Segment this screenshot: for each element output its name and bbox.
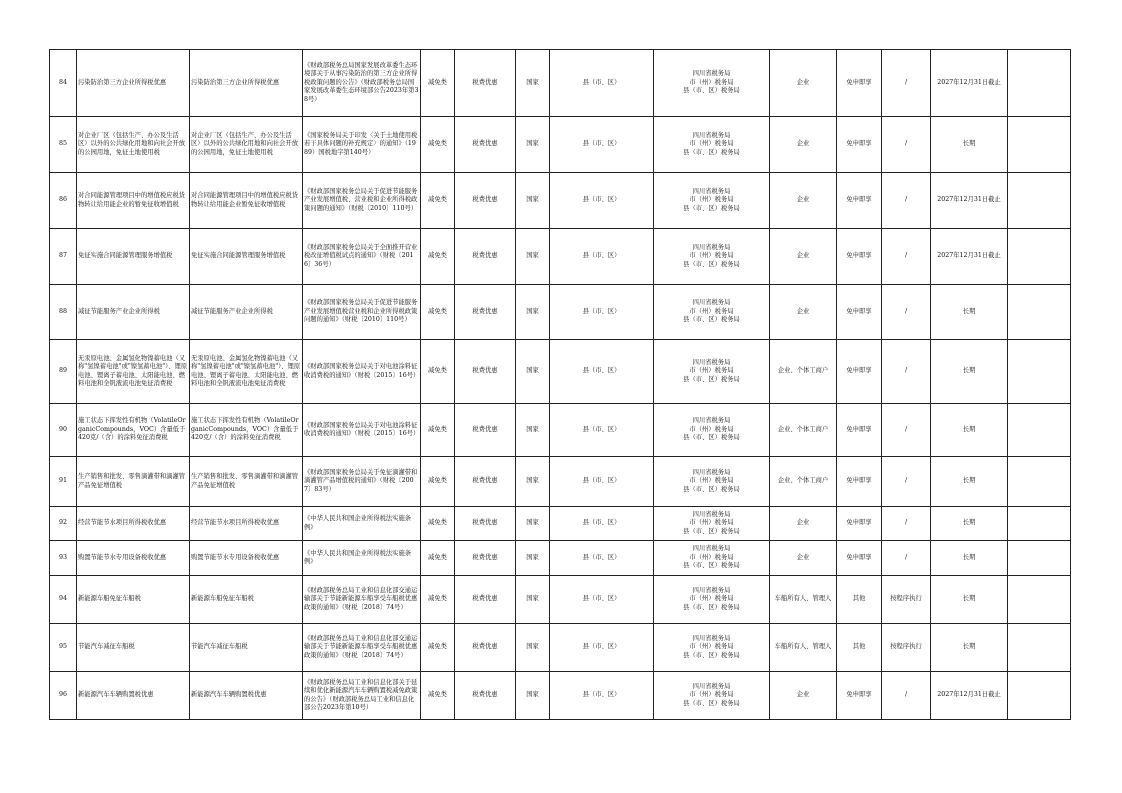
- policy-scope: 县（市、区）: [550, 173, 654, 229]
- policy-kind: 减免类: [421, 117, 455, 173]
- blank-cell: [1008, 624, 1071, 672]
- handling-department: 四川省税务局 市（州）税务局 县（市、区）税务局: [654, 672, 770, 720]
- procedure: /: [882, 173, 931, 229]
- table-row: [50, 541, 1071, 576]
- policy-item: 减征节能服务产业企业所得税: [77, 285, 190, 340]
- row-number: 90: [50, 404, 77, 457]
- application-method: 免申即享: [837, 541, 882, 576]
- validity-period: 2027年12月31日截止: [931, 229, 1008, 285]
- table-row: [50, 117, 1071, 173]
- procedure: /: [882, 340, 931, 404]
- table-row: [50, 507, 1071, 541]
- target-group: 企业、个体工商户: [770, 340, 837, 404]
- table-row: [50, 672, 1071, 720]
- validity-period: 长期: [931, 576, 1008, 624]
- policy-scope: 县（市、区）: [550, 457, 654, 507]
- procedure: 按程序执行: [882, 624, 931, 672]
- blank-cell: [1008, 576, 1071, 624]
- policy-level: 国家: [516, 672, 550, 720]
- procedure: /: [882, 457, 931, 507]
- validity-period: 长期: [931, 340, 1008, 404]
- policy-basis: 《财政部国家税务总局关于全面推开营业税改征增值税试点的通知》（财税〔2016〕36号）: [303, 229, 421, 285]
- policy-subitem: 经营节能节水项目所得税收优惠: [190, 507, 303, 541]
- row-number: 92: [50, 507, 77, 541]
- row-number: 86: [50, 173, 77, 229]
- procedure: /: [882, 404, 931, 457]
- policy-basis: 《财政部税务总局工业和信息化部交通运输部关于节能新能源车船享受车船税优惠政策的通知》（财税〔2018〕74号）: [303, 576, 421, 624]
- policy-level: 国家: [516, 340, 550, 404]
- application-method: 免申即享: [837, 285, 882, 340]
- table-body: [50, 50, 1071, 720]
- policy-kind: 减免类: [421, 507, 455, 541]
- policy-item: 免征实施合同能源管理服务增值税: [77, 229, 190, 285]
- policy-subitem: 对企业厂区（包括生产、办公及生活区）以外的公共绿化用地和向社会开放的公园用地，免征土地使用税: [190, 117, 303, 173]
- validity-period: 2027年12月31日截止: [931, 672, 1008, 720]
- policy-kind: 减免类: [421, 672, 455, 720]
- target-group: 企业: [770, 541, 837, 576]
- procedure: /: [882, 541, 931, 576]
- policy-scope: 县（市、区）: [550, 340, 654, 404]
- application-method: 免申即享: [837, 404, 882, 457]
- policy-scope: 县（市、区）: [550, 624, 654, 672]
- handling-department: 四川省税务局 市（州）税务局 县（市、区）税务局: [654, 457, 770, 507]
- row-number: 96: [50, 672, 77, 720]
- application-method: 免申即享: [837, 340, 882, 404]
- table-row: [50, 576, 1071, 624]
- policy-subitem: 新能源汽车车辆购置税优惠: [190, 672, 303, 720]
- policy-subitem: 对合同能源管理项目中的增值税应税货物转让给用能企业暂免征收增值税: [190, 173, 303, 229]
- target-group: 企业、个体工商户: [770, 457, 837, 507]
- policy-basis: 《国家税务局关于印发〈关于土地使用税若干具体问题的补充规定〉的通知》（1989）国税地字第140号）: [303, 117, 421, 173]
- policy-type: 税费优惠: [455, 457, 516, 507]
- policy-type: 税费优惠: [455, 404, 516, 457]
- policy-scope: 县（市、区）: [550, 285, 654, 340]
- blank-cell: [1008, 285, 1071, 340]
- policy-level: 国家: [516, 173, 550, 229]
- table-row: [50, 50, 1071, 117]
- policy-item: 无汞原电池、金属氢化物镍蓄电池（又称"氢镍蓄电池"或"镍氢蓄电池"）、锂原电池、锂离子蓄电池、太阳能电池、燃料电池和全钒液流电池免征消费税: [77, 340, 190, 404]
- target-group: 车船所有人、管理人: [770, 576, 837, 624]
- policy-basis: 《财政部国家税务总局关于对电池涂料征收消费税的通知》（财税〔2015〕16号）: [303, 404, 421, 457]
- blank-cell: [1008, 404, 1071, 457]
- policy-kind: 减免类: [421, 541, 455, 576]
- row-number: 85: [50, 117, 77, 173]
- policy-basis: 《财政部税务总局工业和信息化部关于延续和优化新能源汽车车辆购置税减免政策的公告》（财政部税务总局工业和信息化部公告2023年第10号）: [303, 672, 421, 720]
- application-method: 免申即享: [837, 457, 882, 507]
- policy-kind: 减免类: [421, 404, 455, 457]
- row-number: 89: [50, 340, 77, 404]
- policy-level: 国家: [516, 507, 550, 541]
- policy-level: 国家: [516, 576, 550, 624]
- handling-department: 四川省税务局 市（州）税务局 县（市、区）税务局: [654, 541, 770, 576]
- procedure: /: [882, 285, 931, 340]
- policy-kind: 减免类: [421, 229, 455, 285]
- policy-scope: 县（市、区）: [550, 117, 654, 173]
- application-method: 免申即享: [837, 672, 882, 720]
- policy-basis: 《中华人民共和国企业所得税法实施条例》: [303, 507, 421, 541]
- policy-subitem: 节能汽车减征车船税: [190, 624, 303, 672]
- row-number: 95: [50, 624, 77, 672]
- policy-kind: 减免类: [421, 285, 455, 340]
- policy-kind: 减免类: [421, 50, 455, 117]
- validity-period: 2027年12月31日截止: [931, 50, 1008, 117]
- policy-level: 国家: [516, 50, 550, 117]
- blank-cell: [1008, 507, 1071, 541]
- policy-level: 国家: [516, 457, 550, 507]
- handling-department: 四川省税务局 市（州）税务局 县（市、区）税务局: [654, 404, 770, 457]
- policy-subitem: 免征实施合同能源管理服务增值税: [190, 229, 303, 285]
- table-row: [50, 173, 1071, 229]
- target-group: 企业: [770, 285, 837, 340]
- policy-item: 对企业厂区（包括生产、办公及生活区）以外的公共绿化用地和向社会开放的公园用地，免征土地使用税: [77, 117, 190, 173]
- validity-period: 长期: [931, 507, 1008, 541]
- policy-level: 国家: [516, 404, 550, 457]
- policy-level: 国家: [516, 285, 550, 340]
- target-group: 企业: [770, 507, 837, 541]
- policy-kind: 减免类: [421, 576, 455, 624]
- handling-department: 四川省税务局 市（州）税务局 县（市、区）税务局: [654, 173, 770, 229]
- procedure: 按程序执行: [882, 576, 931, 624]
- policy-type: 税费优惠: [455, 285, 516, 340]
- validity-period: 长期: [931, 117, 1008, 173]
- application-method: 免申即享: [837, 507, 882, 541]
- policy-subitem: 新能源车船免征车船税: [190, 576, 303, 624]
- blank-cell: [1008, 672, 1071, 720]
- policy-scope: 县（市、区）: [550, 541, 654, 576]
- policy-scope: 县（市、区）: [550, 404, 654, 457]
- policy-subitem: 生产销售和批发、零售滴灌带和滴灌管产品免征增值税: [190, 457, 303, 507]
- table-row: [50, 624, 1071, 672]
- policy-scope: 县（市、区）: [550, 507, 654, 541]
- row-number: 84: [50, 50, 77, 117]
- policy-kind: 减免类: [421, 457, 455, 507]
- application-method: 其他: [837, 624, 882, 672]
- table-row: [50, 404, 1071, 457]
- handling-department: 四川省税务局 市（州）税务局 县（市、区）税务局: [654, 285, 770, 340]
- handling-department: 四川省税务局 市（州）税务局 县（市、区）税务局: [654, 624, 770, 672]
- row-number: 93: [50, 541, 77, 576]
- policy-scope: 县（市、区）: [550, 229, 654, 285]
- blank-cell: [1008, 340, 1071, 404]
- policy-kind: 减免类: [421, 624, 455, 672]
- policy-type: 税费优惠: [455, 672, 516, 720]
- policy-subitem: 污染防治第三方企业所得税优惠: [190, 50, 303, 117]
- handling-department: 四川省税务局 市（州）税务局 县（市、区）税务局: [654, 576, 770, 624]
- policy-basis: 《财政部国家税务总局关于对电池涂料征收消费税的通知》（财税〔2015〕16号）: [303, 340, 421, 404]
- handling-department: 四川省税务局 市（州）税务局 县（市、区）税务局: [654, 50, 770, 117]
- application-method: 其他: [837, 576, 882, 624]
- target-group: 企业: [770, 229, 837, 285]
- validity-period: 长期: [931, 285, 1008, 340]
- procedure: /: [882, 117, 931, 173]
- validity-period: 2027年12月31日截止: [931, 173, 1008, 229]
- handling-department: 四川省税务局 市（州）税务局 县（市、区）税务局: [654, 117, 770, 173]
- policy-type: 税费优惠: [455, 624, 516, 672]
- policy-subitem: 减征节能服务产业企业所得税: [190, 285, 303, 340]
- blank-cell: [1008, 117, 1071, 173]
- policy-item: 购置节能节水专用设备税收优惠: [77, 541, 190, 576]
- policy-kind: 减免类: [421, 340, 455, 404]
- policy-level: 国家: [516, 117, 550, 173]
- policy-basis: 《财政部国家税务总局关于促进节能服务产业发展增值税、营业税和企业所得税政策问题的通知》（财税〔2010〕110号）: [303, 173, 421, 229]
- policy-scope: 县（市、区）: [550, 50, 654, 117]
- policy-level: 国家: [516, 624, 550, 672]
- policy-level: 国家: [516, 541, 550, 576]
- policy-subitem: 施工状态下挥发性有机物（VolatileOrganicCompounds，VOC）含量低于420克/（含）的涂料免征消费税: [190, 404, 303, 457]
- policy-scope: 县（市、区）: [550, 672, 654, 720]
- policy-table: [49, 49, 1071, 720]
- validity-period: 长期: [931, 624, 1008, 672]
- policy-type: 税费优惠: [455, 340, 516, 404]
- policy-item: 经营节能节水项目所得税收优惠: [77, 507, 190, 541]
- policy-type: 税费优惠: [455, 173, 516, 229]
- policy-basis: 《财政部国家税务总局关于免征滴灌带和滴灌管产品增值税的通知》（财税〔2007〕83号）: [303, 457, 421, 507]
- policy-basis: 《财政部税务总局国家发展改革委生态环境部关于从事污染防治的第三方企业所得税政策问题的公告》（财政部税务总局国家发展改革委生态环境部公告2023年第38号）: [303, 50, 421, 117]
- policy-level: 国家: [516, 229, 550, 285]
- target-group: 企业: [770, 50, 837, 117]
- procedure: /: [882, 672, 931, 720]
- row-number: 88: [50, 285, 77, 340]
- policy-scope: 县（市、区）: [550, 576, 654, 624]
- policy-subitem: 购置节能节水专用设备税收优惠: [190, 541, 303, 576]
- policy-type: 税费优惠: [455, 576, 516, 624]
- handling-department: 四川省税务局 市（州）税务局 县（市、区）税务局: [654, 507, 770, 541]
- procedure: /: [882, 50, 931, 117]
- blank-cell: [1008, 50, 1071, 117]
- application-method: 免申即享: [837, 173, 882, 229]
- policy-type: 税费优惠: [455, 117, 516, 173]
- target-group: 车船所有人、管理人: [770, 624, 837, 672]
- table-row: [50, 229, 1071, 285]
- row-number: 91: [50, 457, 77, 507]
- target-group: 企业、个体工商户: [770, 404, 837, 457]
- policy-item: 对合同能源管理项目中的增值税应税货物转让给用能企业的暂免征收增值税: [77, 173, 190, 229]
- policy-basis: 《中华人民共和国企业所得税法实施条例》: [303, 541, 421, 576]
- blank-cell: [1008, 541, 1071, 576]
- policy-item: 生产销售和批发、零售滴灌带和滴灌管产品免征增值税: [77, 457, 190, 507]
- validity-period: 长期: [931, 541, 1008, 576]
- table-row: [50, 457, 1071, 507]
- table-row: [50, 340, 1071, 404]
- policy-type: 税费优惠: [455, 507, 516, 541]
- policy-kind: 减免类: [421, 173, 455, 229]
- target-group: 企业: [770, 117, 837, 173]
- target-group: 企业: [770, 173, 837, 229]
- application-method: 免申即享: [837, 50, 882, 117]
- policy-type: 税费优惠: [455, 50, 516, 117]
- application-method: 免申即享: [837, 117, 882, 173]
- policy-item: 新能源车船免征车船税: [77, 576, 190, 624]
- procedure: /: [882, 507, 931, 541]
- target-group: 企业: [770, 672, 837, 720]
- blank-cell: [1008, 457, 1071, 507]
- table-row: [50, 285, 1071, 340]
- policy-subitem: 无汞原电池、金属氢化物镍蓄电池（又称"氢镍蓄电池"或"镍氢蓄电池"）、锂原电池、锂离子蓄电池、太阳能电池、燃料电池和全钒液流电池免征消费税: [190, 340, 303, 404]
- policy-basis: 《财政部税务总局工业和信息化部交通运输部关于节能新能源车船享受车船税优惠政策的通知》（财税〔2018〕74号）: [303, 624, 421, 672]
- policy-item: 新能源汽车车辆购置税优惠: [77, 672, 190, 720]
- blank-cell: [1008, 229, 1071, 285]
- policy-item: 施工状态下挥发性有机物（VolatileOrganicCompounds，VOC）含量低于420克/（含）的涂料免征消费税: [77, 404, 190, 457]
- validity-period: 长期: [931, 457, 1008, 507]
- policy-type: 税费优惠: [455, 229, 516, 285]
- policy-type: 税费优惠: [455, 541, 516, 576]
- policy-basis: 《财政部国家税务总局关于促进节能服务产业发展增值税营业税和企业所得税政策问题的通知》（财税〔2010〕110号）: [303, 285, 421, 340]
- blank-cell: [1008, 173, 1071, 229]
- application-method: 免申即享: [837, 229, 882, 285]
- policy-item: 节能汽车减征车船税: [77, 624, 190, 672]
- policy-item: 污染防治第三方企业所得税优惠: [77, 50, 190, 117]
- row-number: 94: [50, 576, 77, 624]
- validity-period: 长期: [931, 404, 1008, 457]
- handling-department: 四川省税务局 市（州）税务局 县（市、区）税务局: [654, 340, 770, 404]
- handling-department: 四川省税务局 市（州）税务局 县（市、区）税务局: [654, 229, 770, 285]
- procedure: /: [882, 229, 931, 285]
- row-number: 87: [50, 229, 77, 285]
